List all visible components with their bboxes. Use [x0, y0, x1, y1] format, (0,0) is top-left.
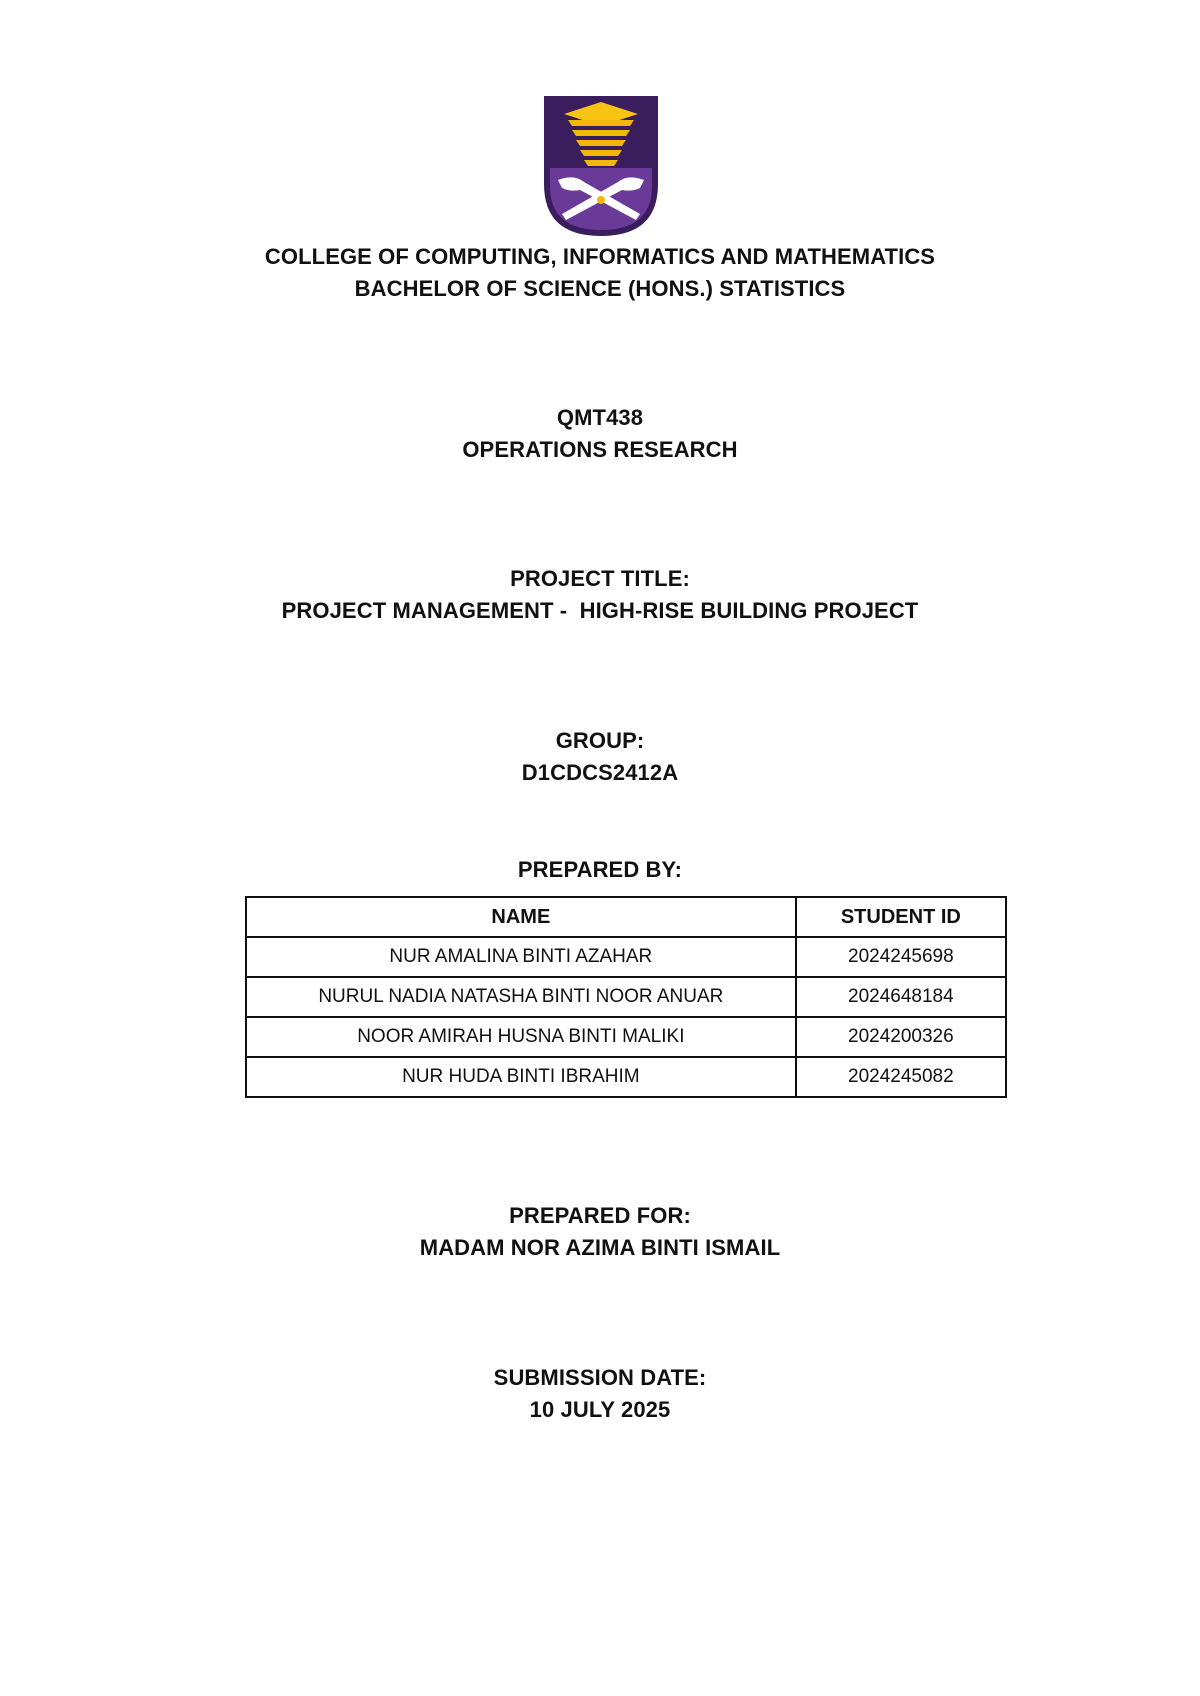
prepared-by-section [0, 854, 1200, 886]
course-name: OPERATIONS RESEARCH [462, 437, 738, 462]
submission-section [0, 1362, 1200, 1426]
table-header-row [246, 897, 1006, 937]
programme-name: BACHELOR OF SCIENCE (HONS.) STATISTICS [354, 276, 846, 301]
member-name: NUR HUDA BINTI IBRAHIM [246, 1057, 796, 1097]
prepared-for-label: PREPARED FOR: [509, 1203, 691, 1228]
member-student-id: 2024200326 [796, 1017, 1006, 1057]
member-student-id: 2024245082 [796, 1057, 1006, 1097]
college-name: COLLEGE OF COMPUTING, INFORMATICS AND MATHEMATICS [264, 244, 936, 269]
member-name: NURUL NADIA NATASHA BINTI NOOR ANUAR [246, 977, 796, 1017]
prepared-by-label: PREPARED BY: [517, 857, 683, 882]
member-name: NOOR AMIRAH HUSNA BINTI MALIKI [246, 1017, 796, 1057]
course-section [0, 402, 1200, 466]
group-code: D1CDCS2412A [521, 760, 679, 785]
submission-date: 10 JULY 2025 [529, 1397, 671, 1422]
members-table [245, 896, 1007, 1098]
submission-date-label: SUBMISSION DATE: [493, 1365, 707, 1390]
course-code: QMT438 [556, 405, 644, 430]
project-section [0, 563, 1200, 627]
member-student-id: 2024245698 [796, 937, 1006, 977]
college-heading [0, 241, 1200, 305]
student-id-column-header: STUDENT ID [796, 897, 1006, 937]
project-title-label: PROJECT TITLE: [510, 566, 690, 591]
table-row [246, 1057, 1006, 1097]
lecturer-name: MADAM NOR AZIMA BINTI ISMAIL [419, 1235, 781, 1260]
member-name: NUR AMALINA BINTI AZAHAR [246, 937, 796, 977]
member-student-id: 2024648184 [796, 977, 1006, 1017]
prepared-for-section [0, 1200, 1200, 1264]
project-title: PROJECT MANAGEMENT - HIGH-RISE BUILDING PROJECT [281, 598, 919, 623]
table-row [246, 977, 1006, 1017]
group-section [0, 725, 1200, 789]
table-row [246, 1017, 1006, 1057]
table-row [246, 937, 1006, 977]
group-label: GROUP: [555, 728, 645, 753]
name-column-header: NAME [246, 897, 796, 937]
university-crest-logo [544, 96, 658, 236]
